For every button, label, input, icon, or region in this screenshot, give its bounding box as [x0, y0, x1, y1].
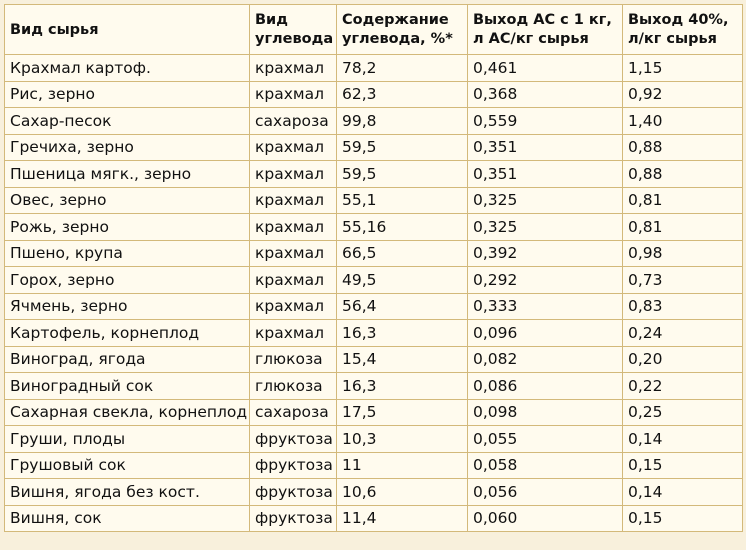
- carb-type-cell: крахмал: [250, 134, 337, 161]
- header-row: [5, 5, 743, 55]
- yield-40-cell: 1,15: [623, 55, 743, 82]
- yield-40-cell: 0,25: [623, 399, 743, 426]
- carb-content-cell: 56,4: [337, 293, 468, 320]
- alcohol-yield-cell: 0,055: [468, 426, 623, 453]
- carb-content-cell: 11,4: [337, 505, 468, 532]
- material-cell: Пшеница мягк., зерно: [5, 161, 250, 188]
- alcohol-yield-cell: 0,461: [468, 55, 623, 82]
- header-material-type: [5, 5, 250, 55]
- header-carb-content-line1: Содержание: [342, 12, 449, 28]
- alcohol-yield-cell: 0,333: [468, 293, 623, 320]
- alcohol-yield-cell: 0,056: [468, 479, 623, 506]
- carb-content-cell: 16,3: [337, 373, 468, 400]
- material-cell: Ячмень, зерно: [5, 293, 250, 320]
- table-row: [5, 240, 743, 267]
- carb-type-cell: крахмал: [250, 240, 337, 267]
- material-cell: Сахарная свекла, корнеплод: [5, 399, 250, 426]
- carb-content-cell: 10,6: [337, 479, 468, 506]
- alcohol-yield-cell: 0,082: [468, 346, 623, 373]
- header-alcohol-yield-line2: л АС/кг сырья: [473, 31, 589, 47]
- carb-type-cell: фруктоза: [250, 426, 337, 453]
- carb-content-cell: 99,8: [337, 108, 468, 135]
- table-row: [5, 399, 743, 426]
- yield-40-cell: 0,22: [623, 373, 743, 400]
- material-cell: Овес, зерно: [5, 187, 250, 214]
- material-cell: Вишня, ягода без кост.: [5, 479, 250, 506]
- carb-type-cell: крахмал: [250, 187, 337, 214]
- alcohol-yield-cell: 0,292: [468, 267, 623, 294]
- header-40-yield: [623, 5, 743, 55]
- header-carb-content-line2: углевода, %*: [342, 31, 453, 47]
- carb-type-cell: крахмал: [250, 267, 337, 294]
- carb-type-cell: сахароза: [250, 399, 337, 426]
- header-carb-type: [250, 5, 337, 55]
- carb-type-cell: глюкоза: [250, 373, 337, 400]
- material-cell: Пшено, крупа: [5, 240, 250, 267]
- yield-40-cell: 0,98: [623, 240, 743, 267]
- carb-type-cell: фруктоза: [250, 505, 337, 532]
- carb-content-cell: 17,5: [337, 399, 468, 426]
- alcohol-yield-cell: 0,098: [468, 399, 623, 426]
- table-row: [5, 373, 743, 400]
- carb-content-cell: 15,4: [337, 346, 468, 373]
- table-row: [5, 320, 743, 347]
- material-cell: Груши, плоды: [5, 426, 250, 453]
- table-row: [5, 452, 743, 479]
- material-cell: Виноградный сок: [5, 373, 250, 400]
- carb-type-cell: крахмал: [250, 293, 337, 320]
- table-row: [5, 187, 743, 214]
- carb-type-cell: крахмал: [250, 161, 337, 188]
- carb-content-cell: 49,5: [337, 267, 468, 294]
- table-row: [5, 81, 743, 108]
- table-row: [5, 267, 743, 294]
- material-cell: Сахар-песок: [5, 108, 250, 135]
- carb-type-cell: крахмал: [250, 81, 337, 108]
- table-body: [5, 55, 743, 532]
- alcohol-yield-cell: 0,058: [468, 452, 623, 479]
- alcohol-yield-cell: 0,351: [468, 161, 623, 188]
- yield-40-cell: 0,73: [623, 267, 743, 294]
- header-alcohol-yield-line1: Выход АС с 1 кг,: [473, 12, 612, 28]
- material-cell: Вишня, сок: [5, 505, 250, 532]
- carb-content-cell: 59,5: [337, 134, 468, 161]
- table-row: [5, 479, 743, 506]
- header-carb-type-line2: углевода: [255, 31, 334, 47]
- table-row: [5, 293, 743, 320]
- carb-content-cell: 55,1: [337, 187, 468, 214]
- material-cell: Горох, зерно: [5, 267, 250, 294]
- alcohol-yield-cell: 0,325: [468, 214, 623, 241]
- yield-40-cell: 0,92: [623, 81, 743, 108]
- carb-content-cell: 10,3: [337, 426, 468, 453]
- carb-content-cell: 16,3: [337, 320, 468, 347]
- alcohol-yield-cell: 0,392: [468, 240, 623, 267]
- carb-type-cell: фруктоза: [250, 479, 337, 506]
- carb-content-cell: 62,3: [337, 81, 468, 108]
- header-alcohol-yield: [468, 5, 623, 55]
- yield-40-cell: 0,88: [623, 134, 743, 161]
- material-cell: Картофель, корнеплод: [5, 320, 250, 347]
- carb-type-cell: фруктоза: [250, 452, 337, 479]
- header-40-yield-line2: л/кг сырья: [628, 31, 717, 47]
- carb-content-cell: 59,5: [337, 161, 468, 188]
- carb-type-cell: сахароза: [250, 108, 337, 135]
- alcohol-yield-cell: 0,086: [468, 373, 623, 400]
- alcohol-yield-cell: 0,368: [468, 81, 623, 108]
- yield-40-cell: 0,15: [623, 505, 743, 532]
- header-carb-type-line1: Вид: [255, 12, 288, 28]
- yield-40-cell: 0,81: [623, 214, 743, 241]
- table-row: [5, 505, 743, 532]
- material-cell: Рожь, зерно: [5, 214, 250, 241]
- header-40-yield-line1: Выход 40%,: [628, 12, 729, 28]
- material-cell: Гречиха, зерно: [5, 134, 250, 161]
- alcohol-yield-cell: 0,096: [468, 320, 623, 347]
- table-row: [5, 55, 743, 82]
- carb-type-cell: крахмал: [250, 55, 337, 82]
- alcohol-yield-cell: 0,325: [468, 187, 623, 214]
- table-row: [5, 108, 743, 135]
- alcohol-yield-cell: 0,060: [468, 505, 623, 532]
- material-cell: Крахмал картоф.: [5, 55, 250, 82]
- table-row: [5, 346, 743, 373]
- table-row: [5, 134, 743, 161]
- carb-type-cell: глюкоза: [250, 346, 337, 373]
- yield-40-cell: 0,14: [623, 426, 743, 453]
- carb-type-cell: крахмал: [250, 320, 337, 347]
- material-cell: Грушовый сок: [5, 452, 250, 479]
- table-row: [5, 426, 743, 453]
- carb-content-cell: 78,2: [337, 55, 468, 82]
- carb-type-cell: крахмал: [250, 214, 337, 241]
- carb-content-cell: 66,5: [337, 240, 468, 267]
- table-row: [5, 214, 743, 241]
- carb-content-cell: 55,16: [337, 214, 468, 241]
- header-carb-content: [337, 5, 468, 55]
- yield-40-cell: 0,81: [623, 187, 743, 214]
- yield-40-cell: 0,20: [623, 346, 743, 373]
- yield-40-cell: 0,24: [623, 320, 743, 347]
- raw-material-yield-table: [4, 4, 743, 532]
- yield-40-cell: 0,88: [623, 161, 743, 188]
- yield-40-cell: 0,83: [623, 293, 743, 320]
- alcohol-yield-cell: 0,351: [468, 134, 623, 161]
- alcohol-yield-cell: 0,559: [468, 108, 623, 135]
- material-cell: Рис, зерно: [5, 81, 250, 108]
- material-cell: Виноград, ягода: [5, 346, 250, 373]
- table-row: [5, 161, 743, 188]
- yield-40-cell: 1,40: [623, 108, 743, 135]
- header-material-type-label: Вид сырья: [10, 21, 99, 38]
- yield-40-cell: 0,15: [623, 452, 743, 479]
- carb-content-cell: 11: [337, 452, 468, 479]
- yield-40-cell: 0,14: [623, 479, 743, 506]
